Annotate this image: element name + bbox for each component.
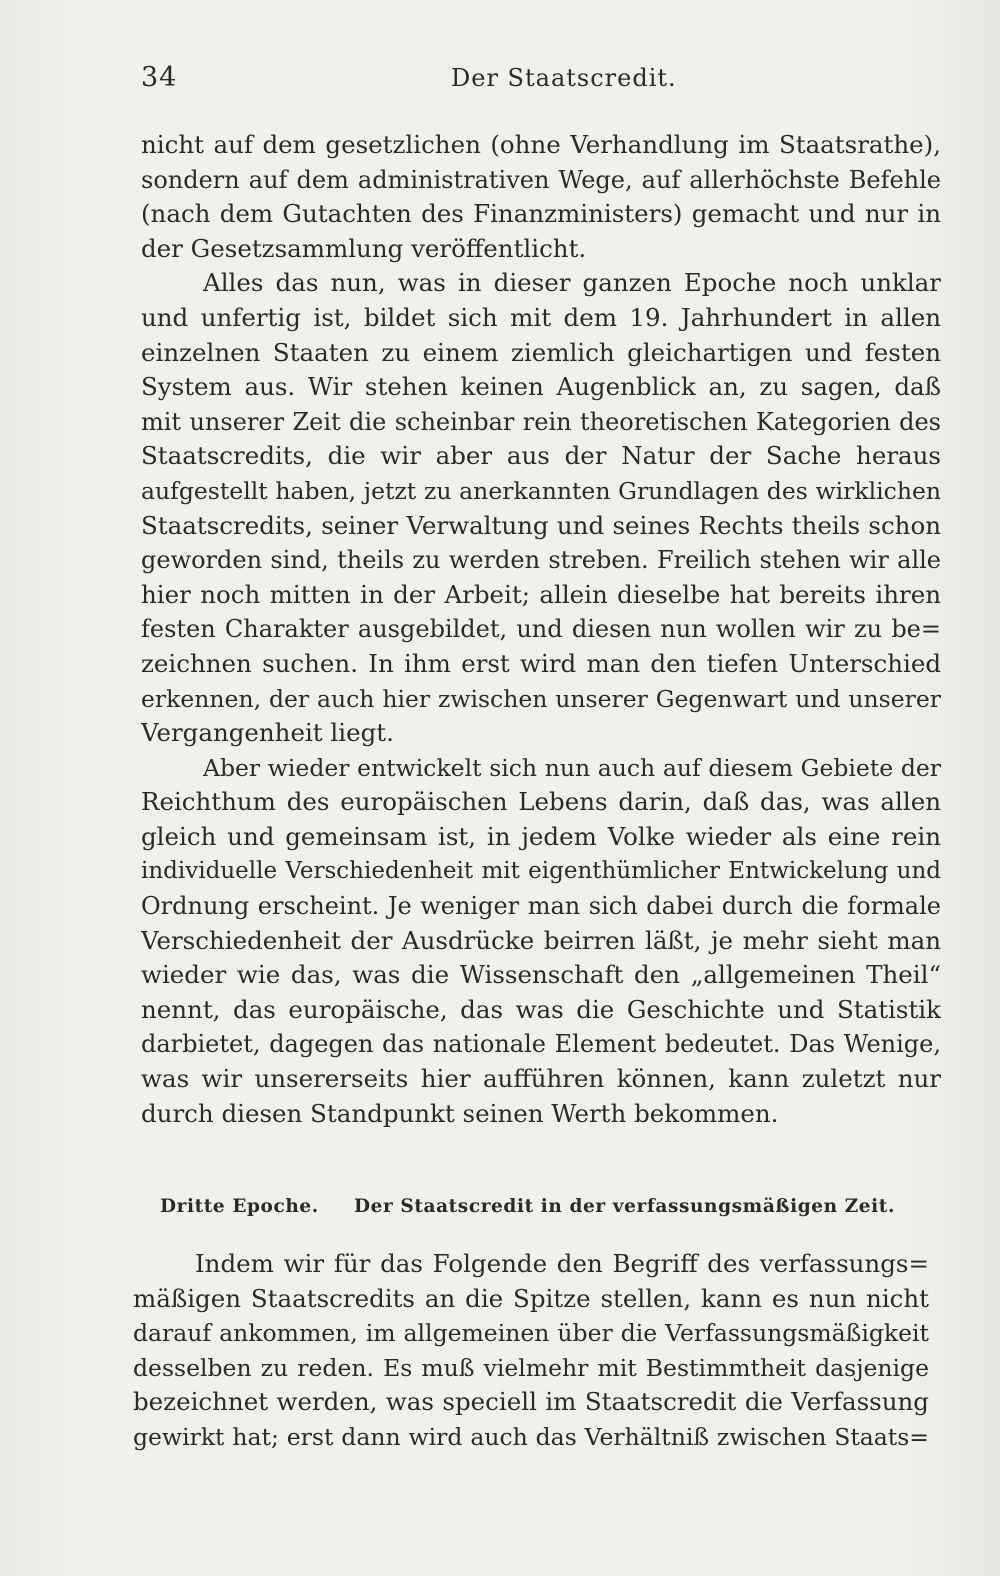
text-line: Vergangenheit liegt. (141, 718, 394, 748)
text-line: geworden sind, theils zu werden streben. Freilich stehen wir alle (141, 546, 941, 575)
text-line: und unfertig ist, bildet sich mit dem 19. Jahrhundert in allen (141, 302, 941, 332)
text-line: (nach dem Gutachten des Finanzministers) gemacht und nur in (141, 199, 941, 229)
text-line: Aber wieder entwickelt sich nun auch auf diesem Gebiete der (203, 753, 941, 782)
text-line: Staatscredits, die wir aber aus der Natur der Sache heraus (141, 441, 941, 471)
section-heading-epoch: Dritte Epoche. (160, 1196, 319, 1217)
body-text (141, 128, 941, 1131)
text-line: mit unserer Zeit die scheinbar rein theoretischen Kategorien des (141, 407, 941, 436)
section-heading (160, 1190, 895, 1224)
page-number: 34 (141, 62, 178, 93)
text-line: bezeichnet werden, was speciell im Staatscredit die Verfassung (133, 1387, 929, 1417)
text-line: Indem wir für das Folgende den Begriff des verfassungs= (195, 1249, 929, 1278)
text-line: gewirkt hat; erst dann wird auch das Verhältniß zwischen Staats= (133, 1422, 929, 1451)
text-line: sondern auf dem administrativen Wege, auf allerhöchste Befehle (141, 165, 941, 194)
text-line: Alles das nun, was in dieser ganzen Epoche noch unklar (203, 268, 941, 298)
text-line: mäßigen Staatscredits an die Spitze stellen, kann es nun nicht (133, 1283, 929, 1313)
text-line: darbietet, dagegen das nationale Element bedeutet. Das Wenige, (141, 1030, 941, 1059)
text-line: festen Charakter ausgebildet, und diesen nun wollen wir zu be= (141, 615, 941, 644)
text-line: aufgestellt haben, jetzt zu anerkannten Grundlagen des wirklichen (141, 476, 941, 505)
text-line: der Gesetzsammlung veröffentlicht. (141, 233, 587, 263)
text-line: erkennen, der auch hier zwischen unserer Gegenwart und unserer (141, 684, 941, 713)
section-heading-title: Der Staatscredit in der verfassungsmäßigen Zeit. (353, 1196, 895, 1217)
text-line: System aus. Wir stehen keinen Augenblick an, zu sagen, daß (141, 372, 941, 402)
text-line: nennt, das europäische, das was die Geschichte und Statistik (141, 994, 941, 1024)
page-header (141, 62, 941, 102)
text-line: Ordnung erscheint. Je weniger man sich dabei durch die formale (141, 892, 941, 921)
text-line: desselben zu reden. Es muß vielmehr mit Bestimmtheit dasjenige (133, 1353, 929, 1382)
text-line: nicht auf dem gesetzlichen (ohne Verhandlung im Staatsrathe), (141, 130, 941, 159)
text-line: einzelnen Staaten zu einem ziemlich gleichartigen und festen (141, 337, 941, 367)
text-line: individuelle Verschiedenheit mit eigenthümlicher Entwickelung und (141, 858, 941, 885)
text-line: zeichnen suchen. In ihm erst wird man den tiefen Unterschied (141, 648, 941, 678)
text-line: Staatscredits, seiner Verwaltung und seines Rechts theils schon (141, 510, 941, 540)
text-line: gleich und gemeinsam ist, in jedem Volke wieder als eine rein (141, 821, 941, 851)
text-line: durch diesen Standpunkt seinen Werth bekommen. (141, 1098, 779, 1128)
text-line: Verschiedenheit der Ausdrücke beirren läßt, je mehr sieht man (141, 925, 941, 955)
text-line: hier noch mitten in der Arbeit; allein dieselbe hat bereits ihren (141, 579, 941, 609)
text-line: was wir unsererseits hier aufführen können, kann zuletzt nur (141, 1064, 941, 1094)
text-line: Reichthum des europäischen Lebens darin, daß das, was allen (141, 787, 941, 817)
text-line: wieder wie das, was die Wissenschaft den „allgemeinen Theil“ (141, 960, 941, 990)
section-body-text (133, 1247, 929, 1455)
running-head: Der Staatscredit. (451, 64, 677, 92)
text-line: darauf ankommen, im allgemeinen über die Verfassungsmäßigkeit (133, 1319, 929, 1348)
